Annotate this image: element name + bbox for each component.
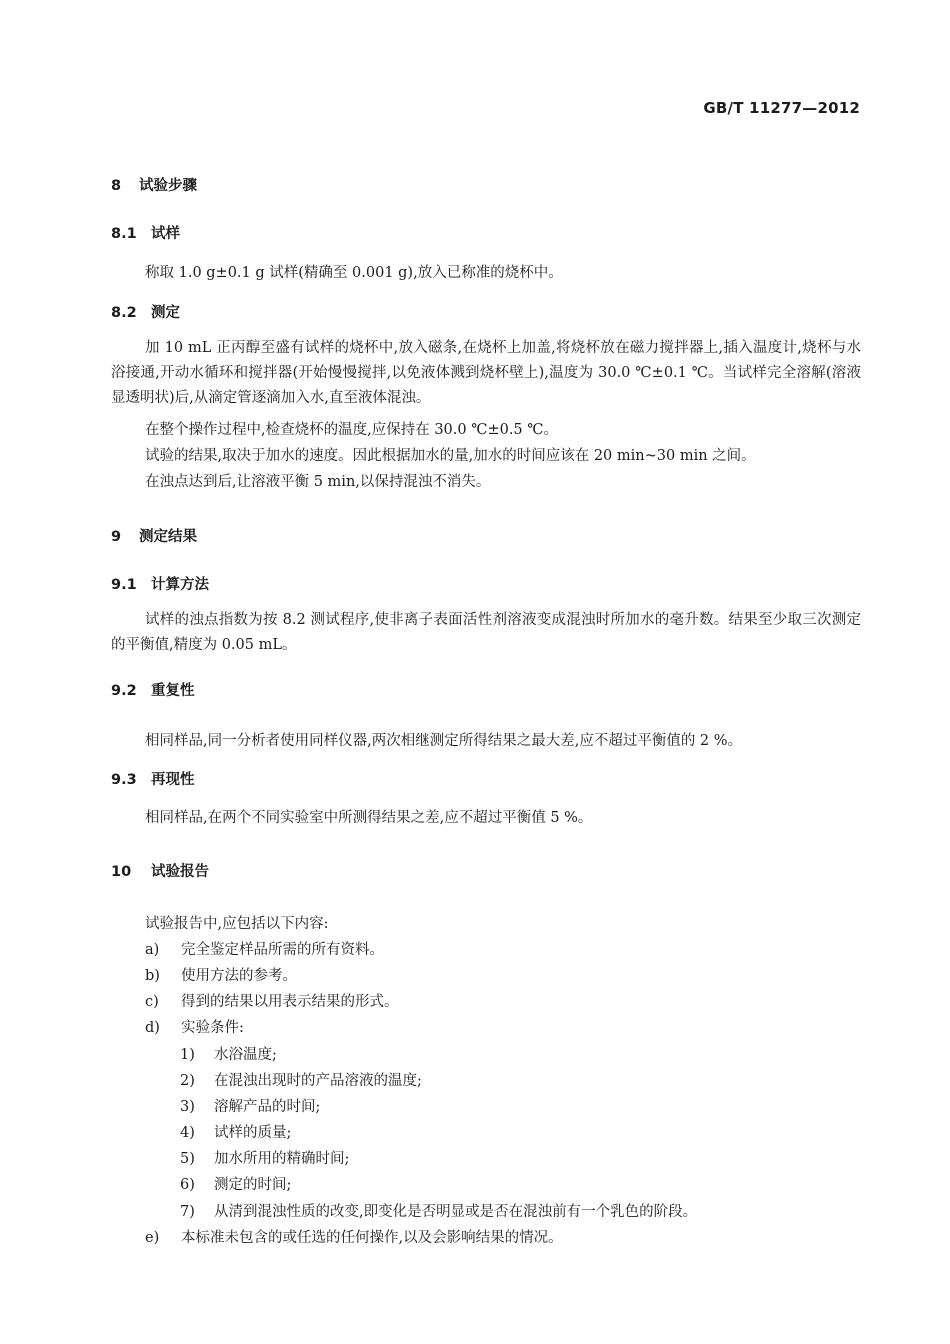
sub-list-item-text: 溶解产品的时间; xyxy=(214,1099,321,1115)
list-item xyxy=(145,1226,563,1247)
list-item xyxy=(145,990,399,1011)
section-number: 9 xyxy=(111,529,122,545)
section-title: 计算方法 xyxy=(151,577,209,593)
section-8-1-heading xyxy=(111,222,180,243)
section-title: 试验报告 xyxy=(151,864,209,880)
sub-list-item-text: 在混浊出现时的产品溶液的温度; xyxy=(214,1073,422,1089)
sub-list-item-label: 7) xyxy=(180,1204,195,1220)
section-10-intro: 试验报告中,应包括以下内容: xyxy=(145,916,329,932)
list-item-text: 本标准未包含的或任选的任何操作,以及会影响结果的情况。 xyxy=(181,1230,563,1246)
section-number: 9.3 xyxy=(111,772,137,788)
list-item xyxy=(145,1016,244,1037)
list-item-text: 使用方法的参考。 xyxy=(181,968,297,984)
section-number: 8.2 xyxy=(111,305,137,321)
sub-list-item-label: 5) xyxy=(180,1151,195,1167)
sub-list-item-text: 测定的时间; xyxy=(214,1177,292,1193)
sub-list-item-text: 加水所用的精确时间; xyxy=(214,1151,350,1167)
list-item-label: c) xyxy=(145,994,159,1010)
list-item-text: 得到的结果以用表示结果的形式。 xyxy=(181,994,399,1010)
section-title: 测定结果 xyxy=(139,529,197,545)
sub-list-item-text: 试样的质量; xyxy=(214,1125,292,1141)
list-item-text: 完全鉴定样品所需的所有资料。 xyxy=(181,942,384,958)
section-8-2-paragraph-4: 在浊点达到后,让溶液平衡 5 min,以保持混浊不消失。 xyxy=(145,474,491,490)
section-9-3-text: 相同样品,在两个不同实验室中所测得结果之差,应不超过平衡值 5 %。 xyxy=(145,810,593,826)
list-item-label: b) xyxy=(145,968,160,984)
section-8-1-text: 称取 1.0 g±0.1 g 试样(精确至 0.001 g),放入已称准的烧杯中。 xyxy=(145,265,563,281)
sub-list-item xyxy=(180,1173,291,1194)
section-title: 测定 xyxy=(151,305,180,321)
section-title: 试验步骤 xyxy=(139,178,197,194)
section-number: 8 xyxy=(111,178,122,194)
section-number: 9.1 xyxy=(111,577,137,593)
section-8-2-paragraph-1: 加 10 mL 正丙醇至盛有试样的烧杯中,放入磁条,在烧杯上加盖,将烧杯放在磁力搅拌器上,插入温度计,烧杯与水浴接通,开动水循环和搅拌器(开始慢慢搅拌,以免液体溅到烧杯壁上),温度为 30.0 ℃±0.1 ℃。当试样完全溶解(溶液显透明状)后,从滴定管逐滴加入水,直至液体混浊。 xyxy=(111,340,861,406)
list-item xyxy=(145,938,384,959)
sub-list-item xyxy=(180,1069,422,1090)
section-title: 再现性 xyxy=(151,772,195,788)
section-8-heading xyxy=(111,174,197,195)
section-9-1-heading xyxy=(111,573,209,594)
sub-list-item-label: 6) xyxy=(180,1177,195,1193)
section-9-1-text: 试样的浊点指数为按 8.2 测试程序,使非离子表面活性剂溶液变成混浊时所加水的毫升数。结果至少取三次测定的平衡值,精度为 0.05 mL。 xyxy=(111,612,861,653)
section-8-2-heading xyxy=(111,301,180,322)
list-item xyxy=(145,964,297,985)
sub-list-item-label: 1) xyxy=(180,1047,195,1063)
sub-list-item xyxy=(180,1121,291,1142)
list-item-label: a) xyxy=(145,942,160,958)
sub-list-item-label: 3) xyxy=(180,1099,195,1115)
section-number: 8.1 xyxy=(111,226,137,242)
section-number: 9.2 xyxy=(111,683,137,699)
list-item-label: e) xyxy=(145,1230,160,1246)
section-title: 重复性 xyxy=(151,683,195,699)
section-9-heading xyxy=(111,525,197,546)
sub-list-item-label: 2) xyxy=(180,1073,195,1089)
sub-list-item-text: 水浴温度; xyxy=(214,1047,277,1063)
sub-list-item xyxy=(180,1147,349,1168)
section-number: 10 xyxy=(111,864,132,880)
list-item-label: d) xyxy=(145,1020,160,1036)
list-item-text: 实验条件: xyxy=(181,1020,244,1036)
sub-list-item xyxy=(180,1200,697,1221)
sub-list-item xyxy=(180,1095,320,1116)
section-9-2-text: 相同样品,同一分析者使用同样仪器,两次相继测定所得结果之最大差,应不超过平衡值的 2 %。 xyxy=(145,733,743,749)
section-9-2-heading xyxy=(111,679,195,700)
sub-list-item-label: 4) xyxy=(180,1125,195,1141)
section-9-3-heading xyxy=(111,768,195,789)
sub-list-item-text: 从清到混浊性质的改变,即变化是否明显或是否在混浊前有一个乳色的阶段。 xyxy=(214,1204,698,1220)
sub-list-item xyxy=(180,1043,277,1064)
section-8-2-paragraph-3: 试验的结果,取决于加水的速度。因此根据加水的量,加水的时间应该在 20 min~30 min 之间。 xyxy=(145,448,756,464)
section-10-heading xyxy=(111,860,209,881)
standard-code: GB/T 11277—2012 xyxy=(703,99,860,117)
section-8-2-paragraph-2: 在整个操作过程中,检查烧杯的温度,应保持在 30.0 ℃±0.5 ℃。 xyxy=(145,422,558,438)
section-title: 试样 xyxy=(151,226,180,242)
